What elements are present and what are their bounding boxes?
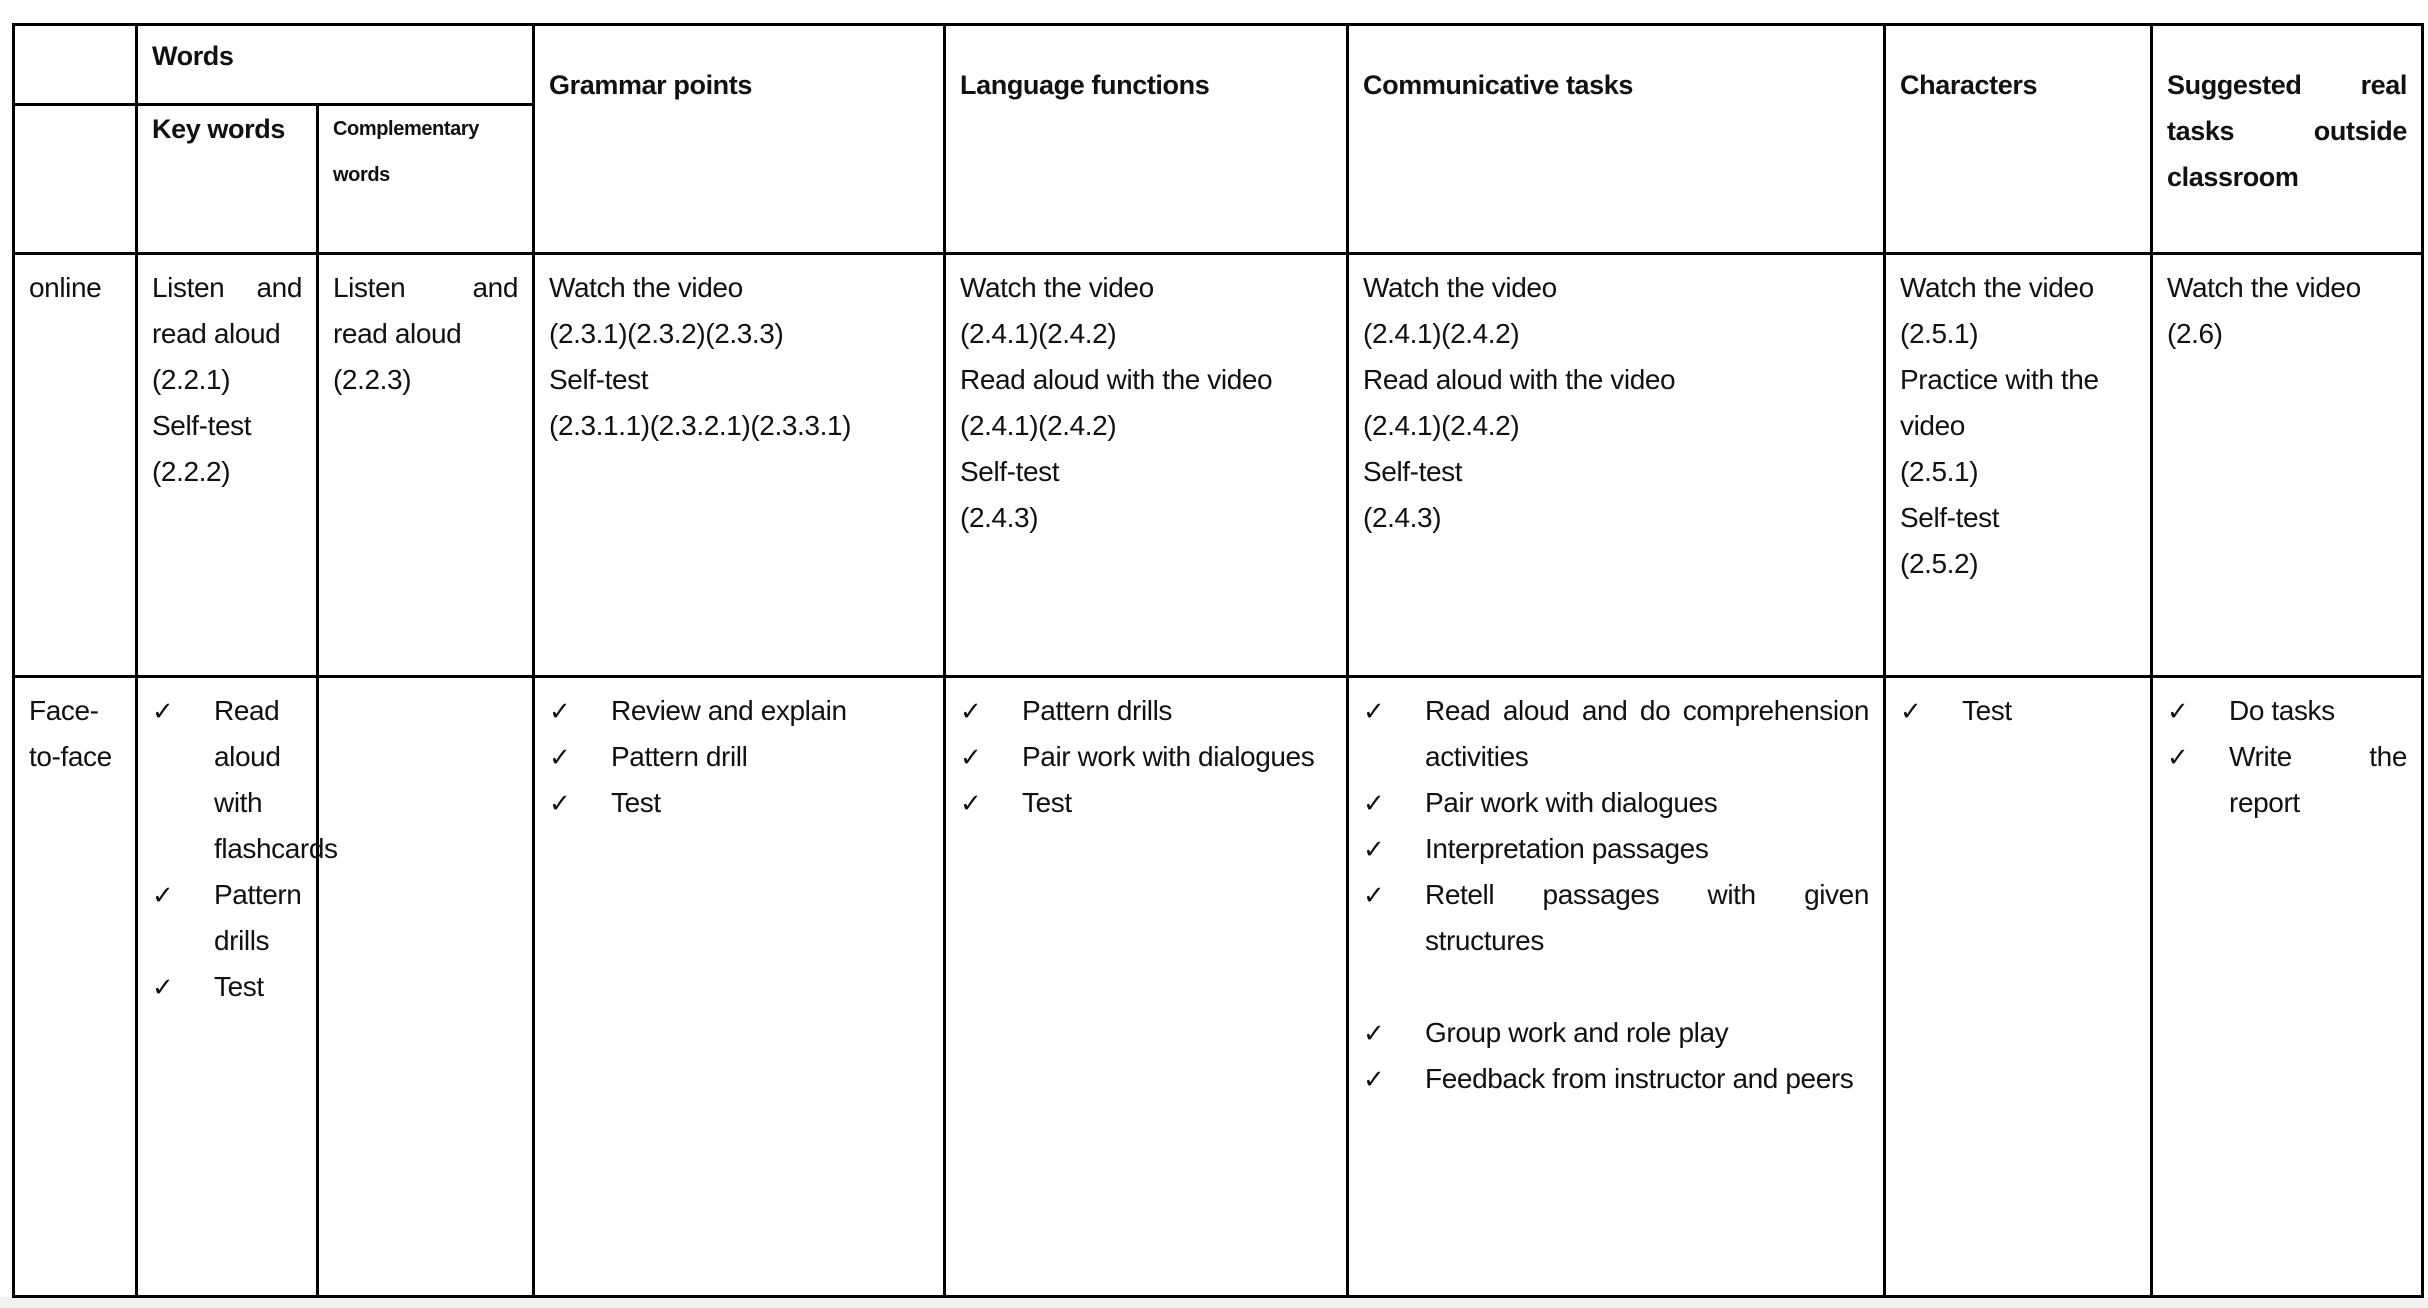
cell-line: Read aloud with the video [1363,364,1676,395]
checklist-item [1363,826,1869,872]
checklist-item [1363,688,1869,780]
checkmark-icon: ✓ [152,972,174,1002]
header-language-functions: Language functions [945,25,1348,254]
cell-line: Read aloud with the video [960,364,1273,395]
row-label-face-to-face: Face-to-face [14,677,137,1297]
checkmark-icon: ✓ [1363,1064,1385,1094]
cell-line: Self-test [152,410,252,441]
header-communicative-tasks: Communicative tasks [1348,25,1885,254]
checklist-item-text: Pair work with dialogues [1022,741,1315,772]
checkmark-icon: ✓ [1363,788,1385,818]
cell-line: (2.2.2) [152,456,231,487]
cell-line: (2.4.1)(2.4.2) [960,318,1117,349]
checkmark-icon: ✓ [2167,696,2189,726]
online-key-words [137,254,318,677]
checkmark-icon: ✓ [549,742,571,772]
checklist-item-text: Pattern drills [214,879,302,956]
cell-line: (2.3.1.1)(2.3.2.1)(2.3.3.1) [549,410,852,441]
cell-line: (2.5.1) [1900,456,1979,487]
checklist [549,688,929,826]
course-design-table [12,23,2424,1298]
checklist-item-text: Pattern drills [1022,695,1173,726]
f2f-communicative-tasks [1348,677,1885,1297]
checklist-item-text: Feedback from instructor and peers [1425,1063,1854,1094]
checkmark-icon: ✓ [960,788,982,818]
checklist-item [152,688,338,872]
checklist-item-text: Test [611,787,661,818]
cell-line: Self-test [1363,456,1463,487]
f2f-key-words [137,677,338,1297]
cell-line: (2.2.3) [333,364,412,395]
cell-line: Watch the video [2167,272,2361,303]
checkmark-icon: ✓ [549,788,571,818]
checklist [960,688,1332,826]
checkmark-icon: ✓ [1363,834,1385,864]
checklist-item-text: Retell passages with given structures [1425,879,1870,956]
f2f-complementary-words [318,677,534,1297]
checklist-item [549,688,929,734]
page-bottom-band [0,1297,2428,1308]
online-complementary-words [318,254,534,677]
header-blank-cell [14,105,137,254]
cell-line: Self-test [549,364,649,395]
checkmark-icon: ✓ [152,696,174,726]
checklist [1900,688,2136,734]
checklist-item [2167,734,2407,826]
checklist-item [1363,872,1869,964]
header-key-words: Key words [137,105,318,254]
spacer [1363,964,1869,1010]
checklist-item-text: Pair work with dialogues [1425,787,1718,818]
f2f-characters [1885,677,2152,1297]
checkmark-icon: ✓ [1900,696,1922,726]
checklist-item-text: Pattern drill [611,741,748,772]
cell-line: (2.5.1) [1900,318,1979,349]
checklist-item-text: Write the report [2229,741,2408,818]
cell-line: Watch the video [1900,272,2094,303]
header-corner-cell [14,25,137,105]
checklist-item-text: Group work and role play [1425,1017,1729,1048]
checklist-item-text: Interpretation passages [1425,833,1709,864]
checklist [1363,688,1869,1102]
header-complementary-words: Complementary words [318,105,534,254]
checklist-item [549,780,929,826]
checklist-item-text: Do tasks [2229,695,2335,726]
checklist-item [1363,780,1869,826]
cell-line: Self-test [1900,502,2000,533]
cell-line: (2.4.1)(2.4.2) [1363,318,1520,349]
checkmark-icon: ✓ [1363,880,1385,910]
checkmark-icon: ✓ [960,742,982,772]
header-characters: Characters [1885,25,2152,254]
checklist [2167,688,2407,826]
f2f-grammar-points [534,677,945,1297]
cell-line: Self-test [960,456,1060,487]
cell-line: (2.4.1)(2.4.2) [1363,410,1520,441]
online-communicative-tasks [1348,254,1885,677]
cell-line: (2.2.1) [152,364,231,395]
cell-line: (2.6) [2167,318,2223,349]
checklist-item-text: Test [214,971,264,1002]
cell-line: (2.4.3) [960,502,1039,533]
checklist-item [1900,688,2136,734]
checkmark-icon: ✓ [2167,742,2189,772]
checklist-item [960,688,1332,734]
online-grammar-points [534,254,945,677]
cell-line: Listen and read aloud [333,272,519,349]
checklist-item [960,734,1332,780]
header-grammar-points: Grammar points [534,25,945,254]
cell-line: Watch the video [960,272,1154,303]
checklist-item [549,734,929,780]
checklist-item-text: Review and explain [611,695,847,726]
checkmark-icon: ✓ [1363,1018,1385,1048]
checklist-item [152,872,302,964]
f2f-suggested-real-tasks [2152,677,2423,1297]
cell-line: (2.4.1)(2.4.2) [960,410,1117,441]
checklist-item [2167,688,2407,734]
online-language-functions [945,254,1348,677]
cell-line: (2.3.1)(2.3.2)(2.3.3) [549,318,784,349]
checklist-item-text: Test [1962,695,2012,726]
row-label-online: online [14,254,137,677]
header-suggested-real-tasks: Suggested real tasks outside classroom [2152,25,2423,254]
checklist-item [152,964,302,1010]
header-words: Words [137,25,534,105]
checklist-item [1363,1056,1869,1102]
checkmark-icon: ✓ [549,696,571,726]
cell-line: Listen and read aloud [152,272,302,349]
checklist [152,688,338,1010]
checklist-item-text: Read aloud and do comprehension activities [1425,695,1870,772]
cell-line: Watch the video [1363,272,1557,303]
cell-line: Practice with the video [1900,364,2099,441]
checklist-item [960,780,1332,826]
checklist-item-text: Read aloud with flashcards [214,695,338,864]
cell-line: (2.4.3) [1363,502,1442,533]
checkmark-icon: ✓ [1363,696,1385,726]
checkmark-icon: ✓ [152,880,174,910]
online-suggested-real-tasks [2152,254,2423,677]
checklist-item-text: Test [1022,787,1072,818]
checkmark-icon: ✓ [960,696,982,726]
online-characters [1885,254,2152,677]
cell-line: (2.5.2) [1900,548,1979,579]
f2f-language-functions [945,677,1348,1297]
cell-line: Watch the video [549,272,743,303]
checklist-item [1363,1010,1869,1056]
